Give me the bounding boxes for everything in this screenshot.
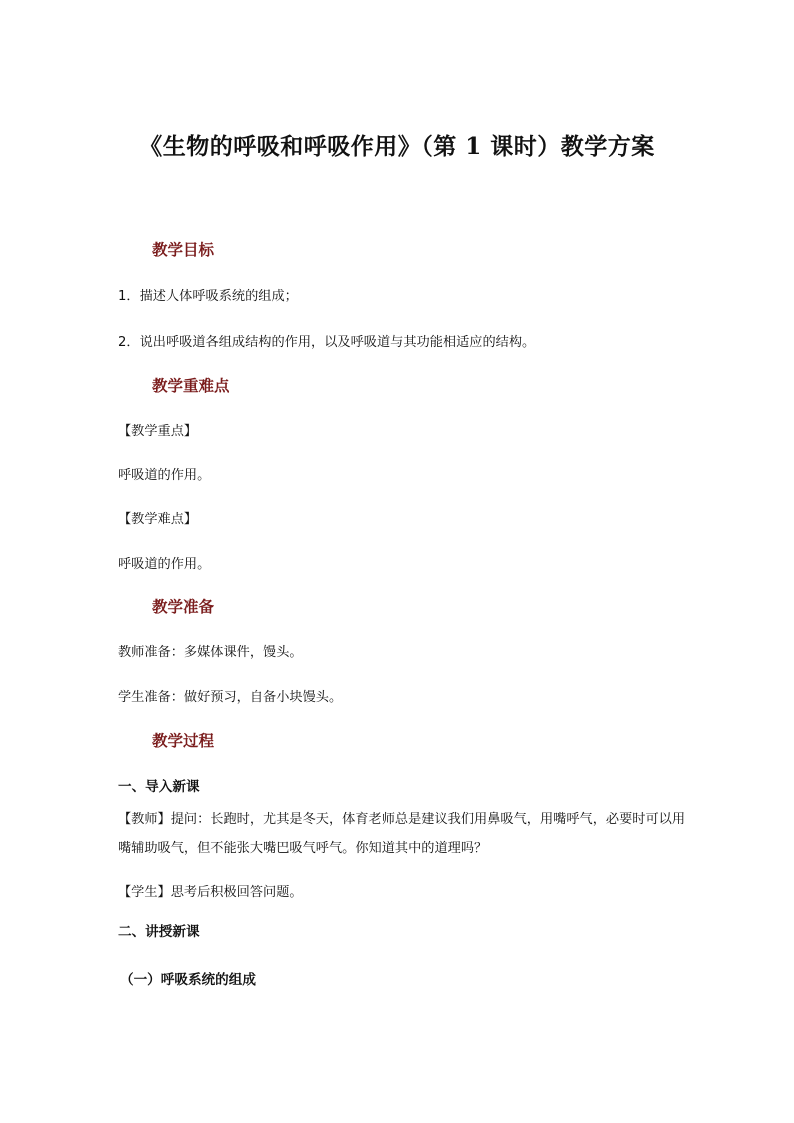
heading-objectives: 教学目标	[152, 240, 215, 259]
objective-item-1: 1．描述人体呼吸系统的组成；	[118, 289, 298, 304]
objective-item-2: 2．说出呼吸道各组成结构的作用，以及呼吸道与其功能相适应的结构。	[118, 335, 536, 350]
student-preparation: 学生准备：做好预习，自备小块馒头。	[118, 690, 343, 705]
document-title: 《生物的呼吸和呼吸作用》（第 1 课时）教学方案	[139, 133, 655, 160]
teacher-preparation: 教师准备：多媒体课件，馒头。	[118, 645, 303, 660]
heading-process: 教学过程	[152, 731, 215, 750]
teacher-question: 【教师】提问：长跑时，尤其是冬天，体育老师总是建议我们用鼻吸气，用嘴呼气，必要时可以用嘴辅助吸气，但不能张大嘴巴吸气呼气。你知道其中的道理吗？	[118, 812, 686, 856]
heading-key-points: 教学重难点	[152, 376, 230, 395]
focus-text: 呼吸道的作用。	[118, 468, 211, 483]
student-response: 【学生】思考后积极回答问题。	[118, 885, 303, 900]
heading-preparation: 教学准备	[152, 597, 215, 616]
part2-title: 二、讲授新课	[118, 924, 200, 940]
subsection1-title: （一）呼吸系统的组成	[120, 972, 256, 988]
focus-label: 【教学重点】	[118, 424, 198, 439]
difficulty-label: 【教学难点】	[118, 512, 198, 527]
difficulty-text: 呼吸道的作用。	[118, 557, 211, 572]
part1-title: 一、导入新课	[118, 779, 200, 795]
